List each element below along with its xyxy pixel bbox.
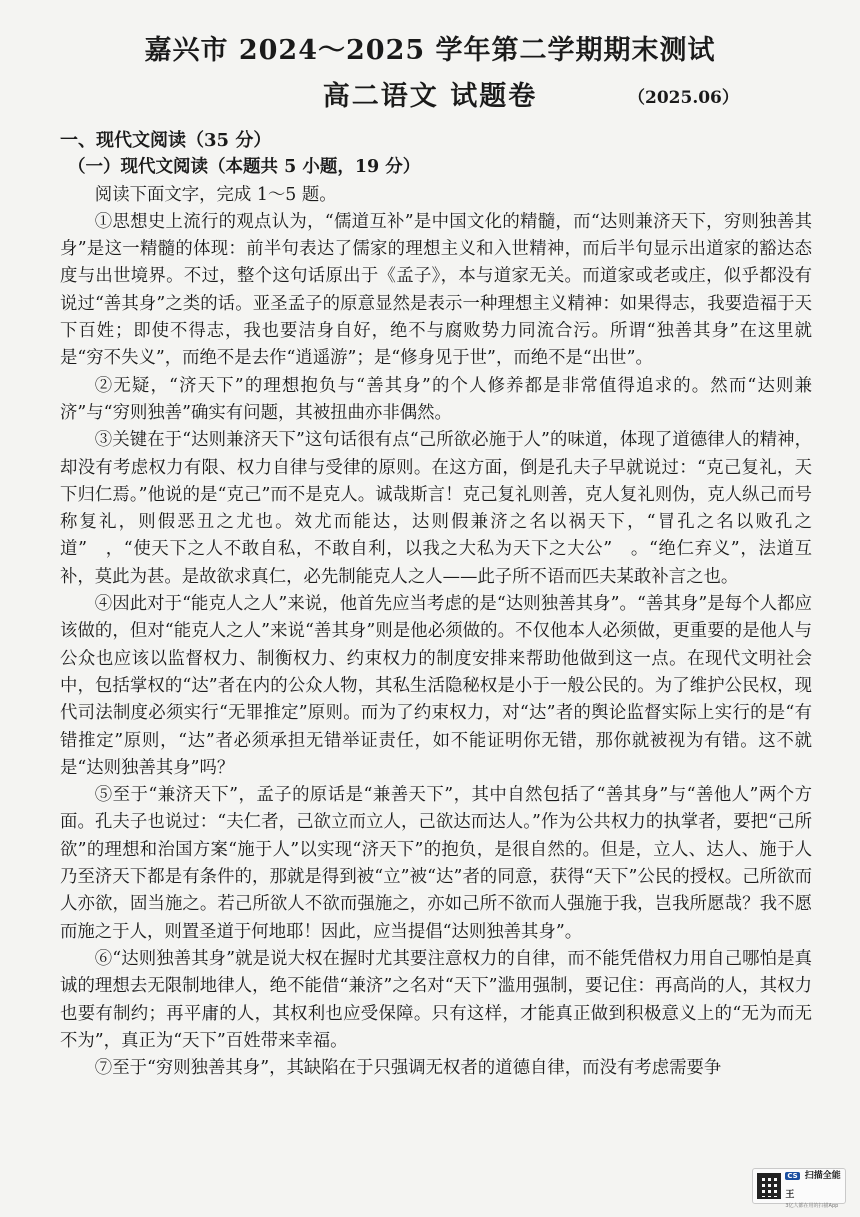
- exam-subtitle: 高二语文 试题卷: [322, 81, 538, 112]
- watermark-app-name: 扫描全能王: [785, 1171, 841, 1200]
- paragraph-4: ④因此对于“能克人之人”来说，他首先应当考虑的是“达则独善其身”。“善其身”是每个人都应该做的，但对“能克人之人”来说“善其身”则是他必须做的。不仅他本人必须做，更重要的是他人与公众也应该以监督权力、制衡权力、约束权力的制度安排来帮助他做到这一点。在现代文明社会中，包括掌权的“达”者在内的公众人物，其私生活隐秘权是小于一般公民的。为了维护公民权，现代司法制度必须实行“无罪推定”原则。而为了约束权力，对“达”者的舆论监督实际上实行的是“有错推定”原则，“达”者必须承担无错举证责任，如不能证明你无错，那你就被视为有错。这不就是“达则独善其身”吗？: [60, 594, 812, 778]
- exam-content: [60, 127, 812, 1082]
- paragraph-5: ⑤至于“兼济天下”，孟子的原话是“兼善天下”，其中自然包括了“善其身”与“善他人”两个方面。孔夫子也说过：“夫仁者，己欲立而立人，己欲达而达人。”作为公共权力的执掌者，要把“己所欲”的理想和治国方案“施于人”以实现“济天下”的抱负，是很自然的。但是，立人、达人、施于人乃至济天下都是有条件的，那就是得到被“立”被“达”者的同意，获得“天下”公民的授权。己所欲而人亦欲，固当施之。若己所欲人不欲而强施之，亦如己所不欲而人强施于我，岂我所愿哉？我不愿而施之于人，则置圣道于何地耶！因此，应当提倡“达则独善其身”。: [60, 785, 812, 942]
- scanner-watermark: [752, 1168, 846, 1209]
- paragraph-2: ②无疑，“济天下”的理想抱负与“善其身”的个人修养都是非常值得追求的。然而“达则兼济”与“穷则独善”确实有问题，其被扭曲亦非偶然。: [60, 375, 812, 423]
- paragraph-3: ③关键在于“达则兼济天下”这句话很有点“己所欲必施于人”的味道，体现了道德律人的精神，却没有考虑权力有限、权力自律与受律的原则。在这方面，倒是孔夫子早就说过：“克己复礼，天下归仁焉。”他说的是“克己”而不是克人。诚哉斯言！克己复礼则善，克人复礼则伪，克人纵己而号称复礼，则假恶丑之尤也。效尤而能达，达则假兼济之名以祸天下，“冒孔之名以败孔之道” ，“使天下之人不敢自私，不敢自利，以我之大私为天下之大公” 。“绝仁弃义”，法道互补，莫此为甚。是故欲求真仁，必先制能克人之人——此子所不语而匹夫某敢补言之也。: [60, 430, 812, 587]
- exam-date: （2025.06）: [628, 88, 739, 108]
- exam-title: 嘉兴市 2024～2025 学年第二学期期末测试: [144, 35, 716, 66]
- watermark-text: [785, 1163, 845, 1209]
- paragraph-6: ⑥“达则独善其身”就是说大权在握时尤其要注意权力的自律，而不能凭借权力用自己哪怕是真诚的理想去无限制地律人，绝不能借“兼济”之名对“天下”滥用强制，要记住：再高尚的人，其权力也要有制约；再平庸的人，其权利也应受保障。只有这样，才能真正做到积极意义上的“无为而无不为”，真正为“天下”百姓带来幸福。: [60, 948, 812, 1051]
- qr-code-icon: [757, 1173, 781, 1199]
- section-heading: 一、现代文阅读（35 分）: [60, 130, 272, 151]
- reading-instruction: 阅读下面文字，完成 1～5 题。: [94, 184, 337, 205]
- paragraph-7: ⑦至于“穷则独善其身”，其缺陷在于只强调无权者的道德自律，而没有考虑需要争: [94, 1058, 722, 1079]
- section-subheading: （一）现代文阅读（本题共 5 小题，19 分）: [68, 157, 421, 178]
- scanner-logo: CS: [787, 1172, 798, 1180]
- watermark-tagline: 3亿人都在用的扫描App: [785, 1203, 839, 1209]
- paragraph-1: ①思想史上流行的观点认为，“儒道互补”是中国文化的精髓，而“达则兼济天下，穷则独善其身”是这一精髓的体现：前半句表达了儒家的理想主义和入世精神，而后半句显示出道家的豁达态度与出世境界。不过，整个这句话原出于《孟子》，本与道家无关。而道家或老或庄，似乎都没有说过“善其身”之类的话。亚圣孟子的原意显然是表示一种理想主义精神：如果得志，我要造福于天下百姓；即使不得志，我也要洁身自好，绝不与腐败势力同流合污。所谓“独善其身”在这里就是“穷不失义”，而绝不是去作“逍遥游”；是“修身见于世”，而绝不是“出世”。: [60, 211, 812, 369]
